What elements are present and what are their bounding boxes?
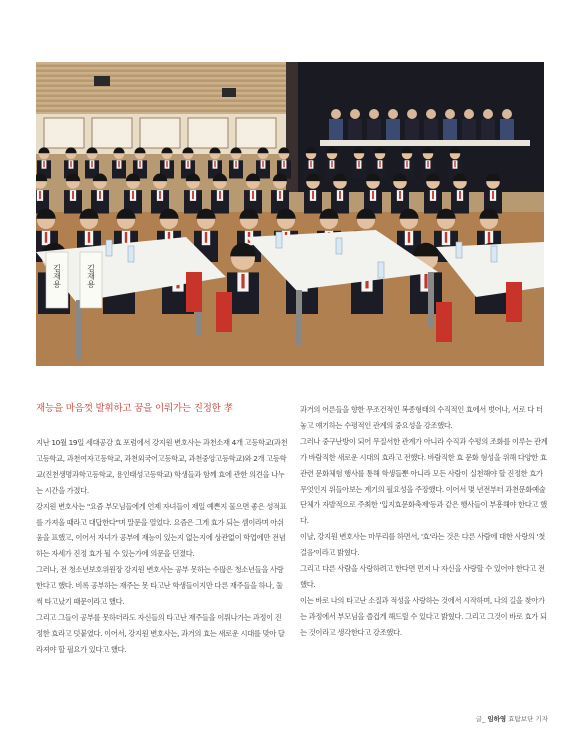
student-tie: [424, 274, 427, 288]
paragraph: 이는 바로 나의 타고난 소질과 적성을 사랑하는 것에서 시작하며, 나의 길을 찾아가는 과정에서 부모님을 즐겁게 해드릴 수 있다고 밝혔다. 그리고 그것이 바로 효가 되는 것이라고 생각한다고 강조했다.: [300, 595, 547, 637]
paragraph: 강지원 변호사는 "요즘 부모님들에게 언제 자녀들이 제일 예쁜지 물으면 좋은 성적표를 가져올 때라고 대답한다"며 말문을 열었다. 요즘은 그게 효가 되는 셈이라며 아쉬움을 표했고, 이어서 자녀가 공부에 재능이 있는지 없는지에 상관없이 학업에만 전념하는 자세가 진정 효가 될 수 있는가에 의문을 던졌다.: [36, 501, 287, 559]
window-pane: [140, 118, 180, 148]
student-tie: [88, 232, 90, 243]
name-plate-text: 김재용: [86, 264, 96, 288]
panel-person-head: [502, 109, 512, 119]
red-chair: [216, 292, 232, 332]
student-tie: [214, 161, 215, 167]
water-bottle: [456, 242, 462, 258]
event-photo: [36, 62, 544, 366]
speaker-icon: [94, 76, 110, 86]
panel-person-head: [445, 109, 455, 119]
student-tie: [241, 274, 244, 288]
right-column: [300, 402, 548, 641]
student-tie: [252, 191, 254, 199]
panel-person-head: [464, 109, 474, 119]
paragraph: 이날, 강지원 변호사는 마무리를 하면서, '효'라는 것은 다른 사람에 대한 사랑의 '첫걸음'이라고 밝혔다.: [300, 532, 545, 558]
water-bottle: [491, 246, 497, 262]
student-tie: [454, 161, 455, 167]
student-tie: [331, 161, 332, 167]
speaker-icon: [222, 88, 236, 97]
panel-person-body: [500, 119, 514, 141]
student-tie: [406, 161, 407, 167]
student-tie: [118, 161, 119, 167]
student-tie: [72, 191, 74, 199]
window-pane: [236, 118, 276, 148]
byline: [300, 714, 548, 723]
paragraph: 지난 10월 19일 세대공감 효 포럼에서 강지원 변호사는 과천소재 4개 고등학교(과천고등학교, 과천여자고등학교, 과천외국어고등학교, 과천중앙고등학교)와 2개 고등학교(진천생명과학고등학교, 용인태성고등학교) 학생들과 함께 효에 관한 의견을 나누는 시간을 가졌다.: [36, 438, 288, 495]
panel-person-head: [426, 109, 436, 119]
student-tie: [445, 232, 447, 243]
student-tie: [91, 161, 92, 167]
window-pane: [188, 118, 228, 148]
window-pane: [44, 118, 84, 148]
panel-person-body: [367, 119, 381, 141]
forum-photo-illustration: [36, 62, 544, 366]
name-plate-text: 김재용: [52, 264, 62, 288]
paragraph: 그리고 다른 사람을 사랑하려고 한다면 먼저 나 자신을 사랑할 수 있어야 한다고 전했다.: [300, 564, 545, 589]
panel-person-body: [405, 119, 419, 141]
student-tie: [132, 191, 134, 199]
red-chair: [436, 302, 452, 342]
name-plate: [46, 252, 68, 308]
panel-person-body: [329, 119, 343, 141]
student-tie: [459, 191, 461, 199]
panel-person-body: [348, 119, 362, 141]
paragraph: 과거의 어른들을 향한 무조건적인 복종형태의 수직적인 효에서 벗어나, 서로 다 터놓고 얘기하는 수평적인 관계의 중요성을 강조했다.: [300, 405, 543, 430]
student-tie: [45, 232, 47, 243]
panel-person-head: [388, 109, 398, 119]
table-leg: [296, 290, 302, 346]
byline-prefix: 글_: [475, 715, 486, 723]
student-tie: [205, 232, 207, 243]
water-bottle: [336, 238, 342, 254]
ceiling-slat: [36, 82, 286, 85]
student-tie: [339, 191, 341, 199]
student-tie: [192, 191, 194, 199]
student-tie: [279, 191, 281, 199]
ceiling-slat: [36, 67, 286, 70]
student-tie: [235, 161, 236, 167]
student-tie: [492, 191, 494, 199]
byline-role: 효탐보단 기자: [508, 715, 548, 723]
panel-person-body: [462, 119, 476, 141]
student-tie: [219, 191, 221, 199]
ceiling-slat: [36, 62, 286, 65]
ceiling-slat: [36, 102, 286, 105]
panel-person-head: [483, 109, 493, 119]
panel-person-body: [443, 119, 457, 141]
panel-person-head: [350, 109, 360, 119]
panel-person-body: [386, 119, 400, 141]
student-tie: [399, 191, 401, 199]
ceiling-slat: [36, 92, 286, 95]
student-tie: [312, 191, 314, 199]
paragraph: 그리고 그들이 공부를 못하더라도 자신들의 타고난 재주들을 이뤄나가는 과정이 진정한 효라고 덧붙였다. 이어서, 강지원 변호사는, 과거의 효는 새로운 시대를 맞아 달라져야 할 필요가 있다고 했다.: [36, 612, 285, 654]
ceiling-slat: [36, 72, 286, 75]
student-tie: [379, 161, 380, 167]
ceiling-slat: [36, 87, 286, 90]
ceiling-slat: [36, 107, 286, 110]
paragraph: 그러나 중구난방이 되어 무질서한 관계가 아니라 수직과 수평의 조화를 이루는 관계가 바람직한 새로운 시대의 효라고 전했다. 바람직한 효 문화 형성을 위해 다양한 효 관련 문화체험 행사를 통해 학생들뿐 아니라 모든 사람이 실천해야 할 진정한 효가 무엇인지 위들아보는 계기의 필요성을 주장했다. 이어서 몇 년전부터 과천문화예술단체가 자발적으로 주최한 '입지효문화축제'등과 같은 행사들이 부흥해야 한다고 했다.: [300, 436, 548, 526]
name-plate: [80, 252, 102, 308]
byline-name: 임하영: [487, 715, 507, 723]
student-tie: [70, 161, 71, 167]
ceiling-slat: [36, 97, 286, 100]
ceiling-slat: [36, 77, 286, 80]
student-tie: [43, 161, 44, 167]
panel-person-head: [331, 109, 341, 119]
student-tie: [310, 161, 311, 167]
student-tie: [99, 191, 101, 199]
red-chair: [506, 282, 522, 322]
student-tie: [358, 161, 359, 167]
panel-person-head: [407, 109, 417, 119]
student-tie: [39, 191, 41, 199]
student-tie: [139, 161, 140, 167]
student-tie: [159, 191, 161, 199]
panel-person-head: [369, 109, 379, 119]
panel-person-body: [481, 119, 495, 141]
student-tie: [283, 161, 284, 167]
article-headline: 재능을 마음껏 발휘하고 꿈을 이뤄가는 진정한 孝: [36, 403, 233, 414]
student-tie: [427, 161, 428, 167]
table-leg: [428, 272, 434, 328]
panel-table: [320, 140, 530, 146]
paragraph: 그러나, 전 청소년보호위원장 강지원 변호사는 공부 못하는 수많은 청소년들을 사랑한다고 했다. 비록 공부하는 재주는 못 타고난 학생들이지만 다른 재주들을 하나, 둘씩 타고났기 때문이라고 했다.: [36, 565, 284, 607]
student-tie: [187, 161, 188, 167]
student-tie: [166, 161, 167, 167]
student-tie: [262, 161, 263, 167]
red-chair: [186, 272, 202, 312]
water-bottle: [128, 246, 134, 262]
left-column: [36, 435, 288, 658]
panel-person-body: [424, 119, 438, 141]
water-bottle: [378, 262, 384, 278]
student-tie: [408, 232, 410, 243]
student-tie: [372, 191, 374, 199]
table-leg: [76, 300, 82, 360]
water-bottle: [276, 232, 282, 248]
student-tie: [125, 232, 127, 243]
student-tie: [488, 232, 490, 243]
student-tie: [432, 191, 434, 199]
water-bottle: [106, 240, 112, 256]
window-pane: [92, 118, 132, 148]
